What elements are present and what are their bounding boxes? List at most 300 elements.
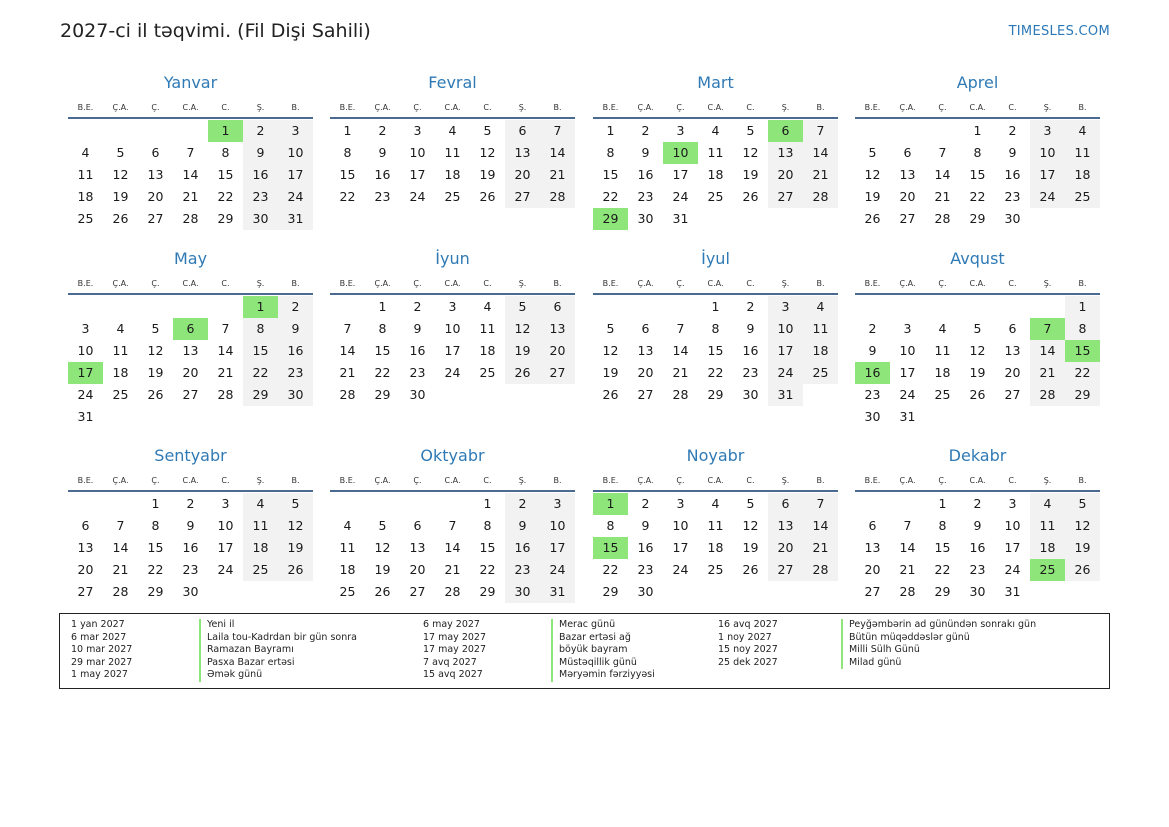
empty-cell	[855, 296, 890, 318]
day-cell: 16	[505, 537, 540, 559]
day-cell: 30	[637, 584, 654, 599]
day-cell: 3	[676, 123, 685, 138]
day-cell: 24	[1004, 562, 1021, 577]
day-cell: 9	[868, 343, 877, 358]
day-cell: 26	[742, 562, 759, 577]
weekday-label: C.A.	[969, 279, 986, 288]
weekday-label: Ç.A.	[637, 476, 654, 485]
day-cell: 13	[505, 142, 540, 164]
day-cell: 3	[278, 120, 313, 142]
weekday-label: C.	[483, 476, 492, 485]
holiday-day-cell: 6	[173, 318, 208, 340]
weekday-label: C.A.	[707, 103, 724, 112]
weekday-label: Ç.	[151, 279, 160, 288]
day-grid	[593, 296, 838, 406]
day-cell: 24	[217, 562, 234, 577]
month-name: Yanvar	[163, 73, 218, 92]
day-cell: 2	[243, 120, 278, 142]
day-cell: 23	[969, 562, 986, 577]
day-cell: 12	[479, 145, 496, 160]
holiday-day-cell: 15	[1065, 340, 1100, 362]
day-cell: 5	[973, 321, 982, 336]
day-cell: 31	[768, 384, 803, 406]
day-cell: 26	[278, 559, 313, 581]
day-cell: 2	[1008, 123, 1017, 138]
day-cell: 16	[374, 167, 391, 182]
weekday-label: Ç.	[938, 103, 947, 112]
day-cell: 18	[479, 343, 496, 358]
day-cell: 13	[182, 343, 199, 358]
day-cell: 7	[676, 321, 685, 336]
day-cell: 12	[112, 167, 129, 182]
day-cell: 10	[444, 321, 461, 336]
day-cell: 2	[505, 493, 540, 515]
day-cell: 8	[606, 518, 615, 533]
day-cell: 28	[803, 186, 838, 208]
day-cell: 27	[864, 584, 881, 599]
day-cell: 17	[278, 164, 313, 186]
day-cell: 10	[278, 142, 313, 164]
day-cell: 7	[938, 145, 947, 160]
day-cell: 13	[864, 540, 881, 555]
day-cell: 14	[803, 515, 838, 537]
empty-cell	[365, 493, 400, 515]
day-cell: 21	[444, 562, 461, 577]
day-cell: 4	[1030, 493, 1065, 515]
day-cell: 26	[374, 584, 391, 599]
day-cell: 16	[969, 540, 986, 555]
day-cell: 9	[746, 321, 755, 336]
weekday-label: Ç.	[676, 103, 685, 112]
page-title: 2027-ci il təqvimi. (Fil Dişi Sahili)	[60, 20, 371, 42]
day-cell: 21	[540, 164, 575, 186]
day-cell: 19	[1065, 537, 1100, 559]
day-cell: 24	[77, 387, 94, 402]
day-cell: 25	[444, 189, 461, 204]
day-cell: 8	[938, 518, 947, 533]
day-cell: 28	[899, 584, 916, 599]
day-cell: 18	[243, 537, 278, 559]
day-cell: 25	[77, 211, 94, 226]
day-cell: 9	[973, 518, 982, 533]
weekday-label: B.E.	[602, 476, 619, 485]
day-cell: 28	[112, 584, 129, 599]
day-cell: 23	[505, 559, 540, 581]
empty-cell	[628, 296, 663, 318]
legend-date: 16 avq 2027	[718, 619, 778, 630]
weekday-label: C.A.	[182, 476, 199, 485]
day-cell: 16	[409, 343, 426, 358]
legend-holiday-name: Milli Sülh Günü	[841, 644, 1036, 657]
legend-name-column	[841, 619, 1036, 669]
day-cell: 12	[147, 343, 164, 358]
day-cell: 8	[343, 145, 352, 160]
day-cell: 3	[221, 496, 230, 511]
day-cell: 22	[602, 189, 619, 204]
day-cell: 14	[444, 540, 461, 555]
weekday-label: B.E.	[77, 103, 94, 112]
holiday-day-cell: 7	[1030, 318, 1065, 340]
empty-cell	[173, 296, 208, 318]
weekday-label: Ç.A.	[637, 279, 654, 288]
day-cell: 16	[637, 540, 654, 555]
day-cell: 24	[409, 189, 426, 204]
day-cell: 22	[707, 365, 724, 380]
day-cell: 23	[409, 365, 426, 380]
day-cell: 4	[116, 321, 125, 336]
weekday-label: B.	[1078, 476, 1087, 485]
day-cell: 13	[147, 167, 164, 182]
empty-cell	[890, 493, 925, 515]
legend-name-column	[199, 619, 357, 682]
weekday-label: B.E.	[864, 279, 881, 288]
day-cell: 15	[374, 343, 391, 358]
day-cell: 12	[505, 318, 540, 340]
day-cell: 14	[1030, 340, 1065, 362]
day-cell: 19	[969, 365, 986, 380]
day-cell: 15	[707, 343, 724, 358]
weekday-label: C.A.	[182, 103, 199, 112]
day-cell: 20	[77, 562, 94, 577]
day-cell: 4	[711, 123, 720, 138]
weekday-label: Ç.	[938, 279, 947, 288]
day-cell: 29	[374, 387, 391, 402]
day-cell: 11	[339, 540, 356, 555]
weekday-header	[593, 98, 838, 119]
day-cell: 8	[1065, 318, 1100, 340]
holiday-day-cell: 6	[768, 120, 803, 142]
day-cell: 24	[672, 189, 689, 204]
legend-date: 1 noy 2027	[718, 631, 772, 643]
day-cell: 22	[602, 562, 619, 577]
day-cell: 10	[899, 343, 916, 358]
day-cell: 29	[147, 584, 164, 599]
day-cell: 24	[1030, 186, 1065, 208]
month-block	[593, 446, 838, 603]
day-cell: 27	[505, 186, 540, 208]
empty-cell	[435, 493, 470, 515]
legend-date: 1 yan 2027	[71, 619, 125, 630]
weekday-label: B.	[291, 279, 300, 288]
day-grid	[855, 120, 1100, 230]
weekday-header	[855, 471, 1100, 492]
day-cell: 18	[112, 365, 129, 380]
day-cell: 10	[409, 145, 426, 160]
legend-date: 15 avq 2027	[423, 669, 483, 680]
day-grid	[330, 296, 575, 406]
day-cell: 14	[803, 142, 838, 164]
day-cell: 3	[1008, 496, 1017, 511]
day-cell: 2	[746, 299, 755, 314]
weekday-label: Ç.A.	[374, 476, 391, 485]
day-cell: 29	[707, 387, 724, 402]
legend-holiday-name: Merac günü	[551, 619, 655, 632]
weekday-label: B.E.	[602, 103, 619, 112]
day-cell: 19	[112, 189, 129, 204]
day-cell: 24	[768, 362, 803, 384]
weekday-label: C.	[483, 103, 492, 112]
day-cell: 11	[479, 321, 496, 336]
day-cell: 28	[540, 186, 575, 208]
day-cell: 2	[186, 496, 195, 511]
weekday-header	[330, 274, 575, 295]
day-cell: 2	[868, 321, 877, 336]
legend-date: 17 may 2027	[423, 644, 487, 655]
month-block	[330, 446, 575, 603]
legend-date-column	[71, 619, 132, 682]
day-cell: 11	[243, 515, 278, 537]
day-cell: 25	[1065, 186, 1100, 208]
site-logo-link[interactable]: TIMESLES.COM	[1008, 24, 1110, 39]
day-cell: 21	[934, 189, 951, 204]
day-cell: 28	[803, 559, 838, 581]
weekday-label: Ç.	[413, 476, 422, 485]
day-grid	[593, 493, 838, 603]
weekday-label: B.	[553, 476, 562, 485]
month-name: İyun	[435, 249, 470, 268]
day-cell: 11	[444, 145, 461, 160]
day-cell: 10	[768, 318, 803, 340]
day-cell: 22	[479, 562, 496, 577]
weekday-label: B.E.	[864, 476, 881, 485]
weekday-label: B.E.	[602, 279, 619, 288]
weekday-header	[68, 274, 313, 295]
day-cell: 20	[540, 340, 575, 362]
weekday-label: Ş.	[1043, 279, 1052, 288]
day-cell: 17	[540, 537, 575, 559]
day-cell: 9	[641, 518, 650, 533]
empty-cell	[400, 493, 435, 515]
day-cell: 27	[1004, 387, 1021, 402]
day-cell: 18	[77, 189, 94, 204]
day-cell: 22	[147, 562, 164, 577]
day-cell: 4	[711, 496, 720, 511]
weekday-label: Ç.A.	[112, 279, 129, 288]
holiday-day-cell: 1	[208, 120, 243, 142]
empty-cell	[663, 296, 698, 318]
day-cell: 30	[409, 387, 426, 402]
legend-holiday-name: böyük bayram	[551, 644, 655, 657]
day-cell: 21	[803, 164, 838, 186]
weekday-label: Ç.A.	[899, 279, 916, 288]
day-cell: 27	[182, 387, 199, 402]
day-cell: 30	[1004, 211, 1021, 226]
day-cell: 23	[864, 387, 881, 402]
day-cell: 23	[1004, 189, 1021, 204]
weekday-label: Ç.	[676, 279, 685, 288]
day-cell: 31	[899, 409, 916, 424]
weekday-label: Ç.A.	[374, 103, 391, 112]
day-cell: 6	[540, 296, 575, 318]
day-cell: 4	[243, 493, 278, 515]
legend-holiday-name: Pasxa Bazar ertəsi	[199, 657, 357, 670]
weekday-label: C.	[221, 103, 230, 112]
day-cell: 16	[243, 164, 278, 186]
weekday-label: C.	[1008, 103, 1017, 112]
day-cell: 3	[768, 296, 803, 318]
weekday-header	[593, 274, 838, 295]
day-cell: 16	[182, 540, 199, 555]
month-block	[68, 73, 313, 230]
day-cell: 5	[505, 296, 540, 318]
day-cell: 27	[768, 559, 803, 581]
weekday-header	[68, 98, 313, 119]
day-cell: 19	[602, 365, 619, 380]
day-cell: 16	[1004, 167, 1021, 182]
day-cell: 25	[707, 189, 724, 204]
day-cell: 18	[803, 340, 838, 362]
day-cell: 17	[1030, 164, 1065, 186]
month-name: Aprel	[956, 73, 999, 92]
day-cell: 9	[505, 515, 540, 537]
day-cell: 8	[221, 145, 230, 160]
day-cell: 9	[413, 321, 422, 336]
day-cell: 19	[147, 365, 164, 380]
month-name: Dekabr	[948, 446, 1007, 465]
day-cell: 23	[182, 562, 199, 577]
day-cell: 30	[864, 409, 881, 424]
day-cell: 4	[803, 296, 838, 318]
day-cell: 27	[147, 211, 164, 226]
day-cell: 25	[339, 584, 356, 599]
month-name: Oktyabr	[420, 446, 485, 465]
day-cell: 11	[707, 518, 724, 533]
day-cell: 29	[969, 211, 986, 226]
day-cell: 23	[742, 365, 759, 380]
day-cell: 17	[409, 167, 426, 182]
weekday-label: C.A.	[444, 476, 461, 485]
day-cell: 28	[934, 211, 951, 226]
day-cell: 26	[112, 211, 129, 226]
day-cell: 1	[1065, 296, 1100, 318]
day-grid	[330, 120, 575, 208]
day-cell: 21	[182, 189, 199, 204]
day-cell: 27	[768, 186, 803, 208]
legend-holiday-name: Laila tou-Kadrdan bir gün sonra	[199, 632, 357, 645]
day-grid	[855, 493, 1100, 603]
weekday-label: Ç.	[151, 103, 160, 112]
day-cell: 28	[339, 387, 356, 402]
weekday-label: B.	[553, 103, 562, 112]
legend-date: 17 may 2027	[423, 631, 487, 643]
day-cell: 6	[903, 145, 912, 160]
day-cell: 19	[742, 540, 759, 555]
day-cell: 5	[746, 496, 755, 511]
day-cell: 3	[540, 493, 575, 515]
weekday-label: B.	[816, 103, 825, 112]
holiday-legend	[59, 613, 1110, 689]
legend-date: 10 mar 2027	[71, 644, 133, 655]
day-cell: 30	[969, 584, 986, 599]
day-cell: 19	[505, 340, 540, 362]
day-cell: 21	[803, 537, 838, 559]
day-cell: 10	[217, 518, 234, 533]
day-cell: 28	[182, 211, 199, 226]
legend-holiday-name: Ramazan Bayramı	[199, 644, 357, 657]
day-cell: 20	[864, 562, 881, 577]
day-cell: 26	[969, 387, 986, 402]
empty-cell	[890, 296, 925, 318]
day-cell: 8	[378, 321, 387, 336]
empty-cell	[1030, 296, 1065, 318]
day-cell: 20	[899, 189, 916, 204]
day-cell: 4	[1065, 120, 1100, 142]
day-cell: 5	[868, 145, 877, 160]
empty-cell	[330, 296, 365, 318]
weekday-label: B.E.	[77, 279, 94, 288]
month-block	[593, 249, 838, 406]
weekday-label: Ç.	[413, 103, 422, 112]
weekday-label: C.A.	[444, 103, 461, 112]
day-cell: 13	[899, 167, 916, 182]
weekday-header	[330, 471, 575, 492]
day-cell: 20	[409, 562, 426, 577]
day-cell: 6	[868, 518, 877, 533]
day-cell: 15	[217, 167, 234, 182]
empty-cell	[855, 120, 890, 142]
day-cell: 15	[243, 340, 278, 362]
day-cell: 2	[278, 296, 313, 318]
day-cell: 30	[182, 584, 199, 599]
weekday-label: C.	[1008, 476, 1017, 485]
day-cell: 7	[116, 518, 125, 533]
day-cell: 13	[540, 318, 575, 340]
day-cell: 1	[378, 299, 387, 314]
day-cell: 22	[1065, 362, 1100, 384]
empty-cell	[960, 296, 995, 318]
day-cell: 8	[606, 145, 615, 160]
day-cell: 30	[742, 387, 759, 402]
day-cell: 27	[899, 211, 916, 226]
weekday-label: Ş.	[781, 279, 790, 288]
day-cell: 11	[77, 167, 94, 182]
day-cell: 31	[278, 208, 313, 230]
day-cell: 20	[505, 164, 540, 186]
day-cell: 11	[112, 343, 129, 358]
day-cell: 25	[479, 365, 496, 380]
day-cell: 21	[672, 365, 689, 380]
weekday-label: B.	[1078, 103, 1087, 112]
day-cell: 15	[602, 167, 619, 182]
day-cell: 9	[641, 145, 650, 160]
day-cell: 9	[278, 318, 313, 340]
legend-date: 25 dek 2027	[718, 656, 778, 668]
day-cell: 6	[151, 145, 160, 160]
empty-cell	[103, 296, 138, 318]
day-cell: 8	[483, 518, 492, 533]
day-cell: 2	[378, 123, 387, 138]
day-cell: 18	[934, 365, 951, 380]
day-cell: 8	[243, 318, 278, 340]
day-cell: 7	[540, 120, 575, 142]
day-cell: 9	[1008, 145, 1017, 160]
day-cell: 10	[672, 518, 689, 533]
day-cell: 26	[505, 362, 540, 384]
day-cell: 8	[973, 145, 982, 160]
day-cell: 22	[339, 189, 356, 204]
day-cell: 26	[147, 387, 164, 402]
day-cell: 15	[934, 540, 951, 555]
day-cell: 13	[77, 540, 94, 555]
month-block	[330, 249, 575, 406]
day-cell: 21	[217, 365, 234, 380]
month-name: Mart	[697, 73, 734, 92]
weekday-label: C.A.	[182, 279, 199, 288]
day-cell: 19	[278, 537, 313, 559]
day-cell: 2	[413, 299, 422, 314]
day-cell: 12	[1065, 515, 1100, 537]
day-cell: 7	[803, 493, 838, 515]
